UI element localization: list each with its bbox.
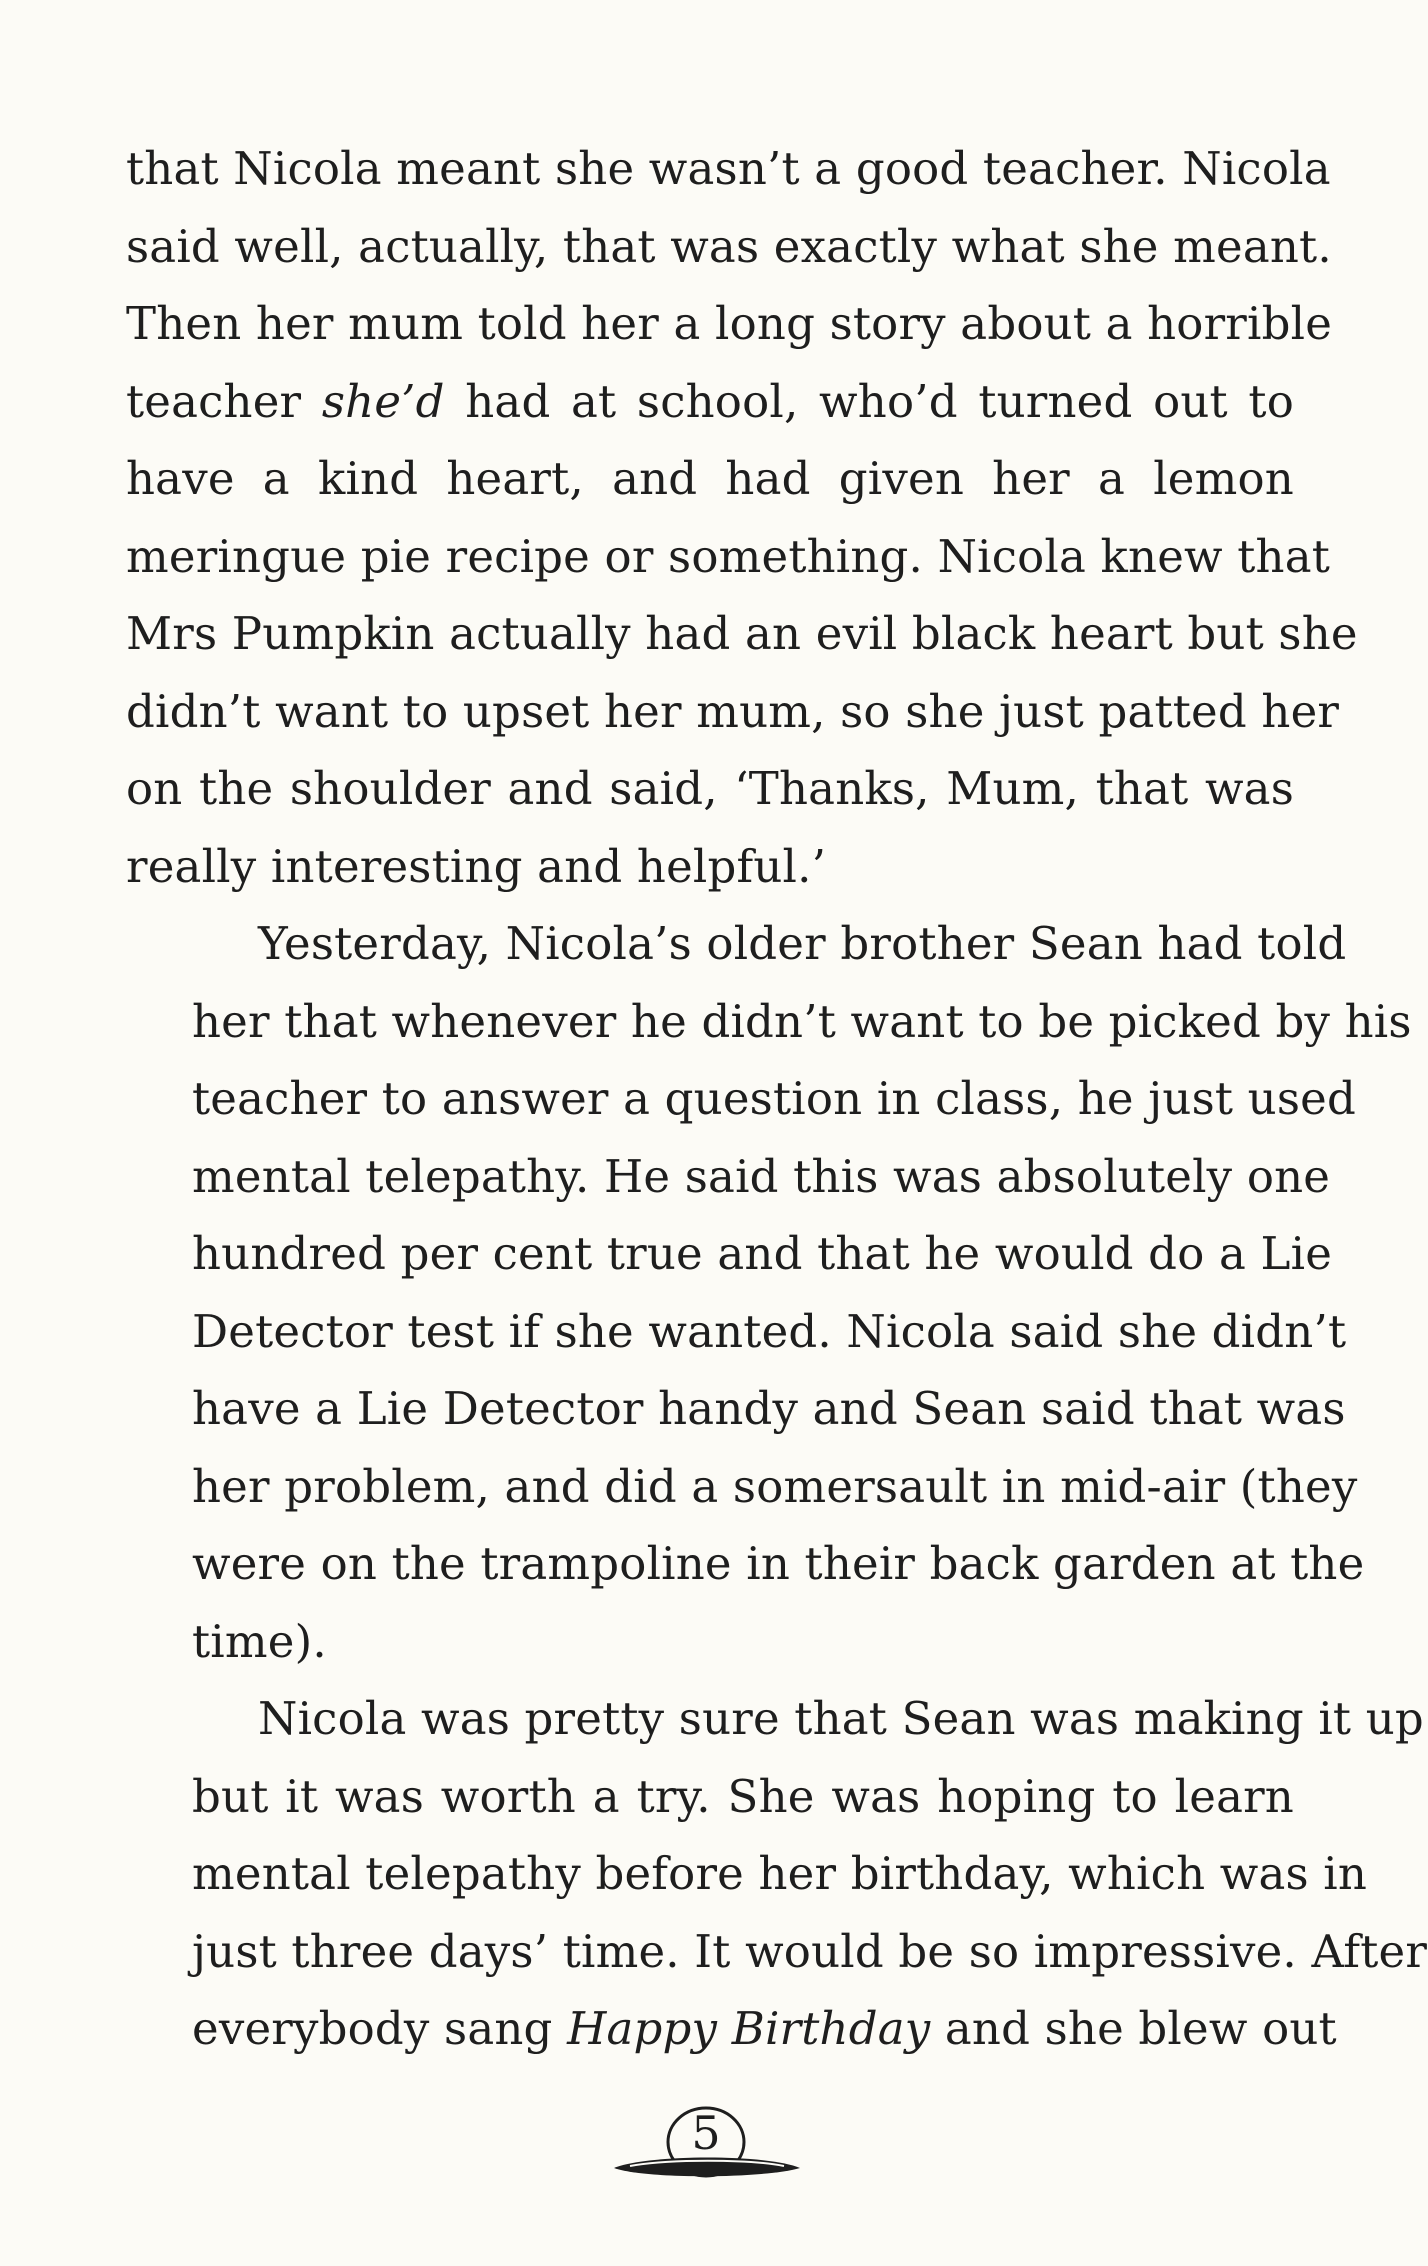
text-run: teacher to answer a question in class, he just used — [192, 1072, 1356, 1125]
text-run: on the shoulder and said, ‘Thanks, Mum, that was — [126, 762, 1294, 815]
text-line — [126, 1525, 1365, 1603]
text-line — [126, 518, 1331, 596]
text-run: didn’t want to upset her mum, so she just patted her — [126, 684, 1340, 738]
text-run: but it was worth a try. She was hoping to learn — [192, 1769, 1294, 1823]
text-run: Yesterday, Nicola’s older brother Sean had told — [258, 917, 1347, 970]
paragraph — [126, 1680, 1428, 2068]
text-run: her that whenever he didn’t want to be picked by his — [192, 994, 1412, 1048]
text-line — [126, 1448, 1358, 1526]
text-line — [126, 1215, 1333, 1293]
text-run: Then her mum told her a long story about a horrible — [126, 297, 1333, 350]
text-run: have a kind heart, and had given her a lemon — [126, 452, 1294, 505]
text-line — [126, 595, 1358, 673]
paragraph — [126, 130, 1358, 905]
text-line — [126, 440, 1294, 518]
text-line — [126, 1138, 1331, 1216]
text-line — [126, 1293, 1347, 1371]
text-line — [126, 750, 1294, 828]
text-line — [126, 1835, 1368, 1913]
text-run: were on the trampoline in their back garden at the — [192, 1537, 1365, 1590]
italic-text: she’d — [321, 374, 445, 428]
text-line — [126, 130, 1331, 208]
text-line — [126, 285, 1333, 363]
text-line — [126, 828, 1294, 906]
text-line — [126, 1913, 1428, 1991]
text-run: mental telepathy before her birthday, which was in — [192, 1847, 1368, 1900]
text-run: had at school, who’d turned out to — [444, 374, 1294, 428]
text-run: said well, actually, that was exactly what she meant. — [126, 219, 1332, 273]
text-line — [126, 1758, 1294, 1836]
text-run: just three days’ time. It would be so impressive. After — [192, 1924, 1428, 1978]
text-run: have a Lie Detector handy and Sean said that was — [192, 1382, 1346, 1435]
text-run: her problem, and did a somersault in mid-air (they — [192, 1459, 1358, 1513]
text-run: and she blew out — [930, 2002, 1337, 2055]
text-run: time). — [192, 1614, 327, 1668]
text-run: really interesting and helpful.’ — [126, 839, 827, 893]
body-text — [126, 130, 1428, 2068]
text-line — [126, 1370, 1346, 1448]
text-line — [126, 363, 1294, 441]
text-run: meringue pie recipe or something. Nicola knew that — [126, 529, 1331, 583]
page-number-badge — [608, 2098, 804, 2198]
text-run: Nicola was pretty sure that Sean was making it up — [258, 1692, 1424, 1745]
text-line — [126, 1680, 1424, 1758]
text-line — [126, 1060, 1356, 1138]
italic-text: Happy Birthday — [567, 2002, 931, 2055]
text-run: Detector test if she wanted. Nicola said she didn’t — [192, 1304, 1347, 1358]
text-run: everybody sang — [192, 2002, 568, 2055]
text-run: Mrs Pumpkin actually had an evil black heart but she — [126, 607, 1358, 660]
text-line — [126, 905, 1347, 983]
text-run: mental telepathy. He said this was absolutely one — [192, 1149, 1331, 1203]
text-line — [126, 983, 1412, 1061]
text-line — [126, 208, 1332, 286]
text-run: that Nicola meant she wasn’t a good teacher. Nicola — [126, 142, 1331, 195]
text-line — [126, 1603, 1294, 1681]
paragraph — [126, 905, 1412, 1680]
page-number: 5 — [691, 2106, 721, 2160]
text-run: hundred per cent true and that he would do a Lie — [192, 1227, 1333, 1280]
text-run: teacher — [126, 374, 322, 428]
text-line — [126, 1990, 1337, 2068]
text-line — [126, 673, 1340, 751]
